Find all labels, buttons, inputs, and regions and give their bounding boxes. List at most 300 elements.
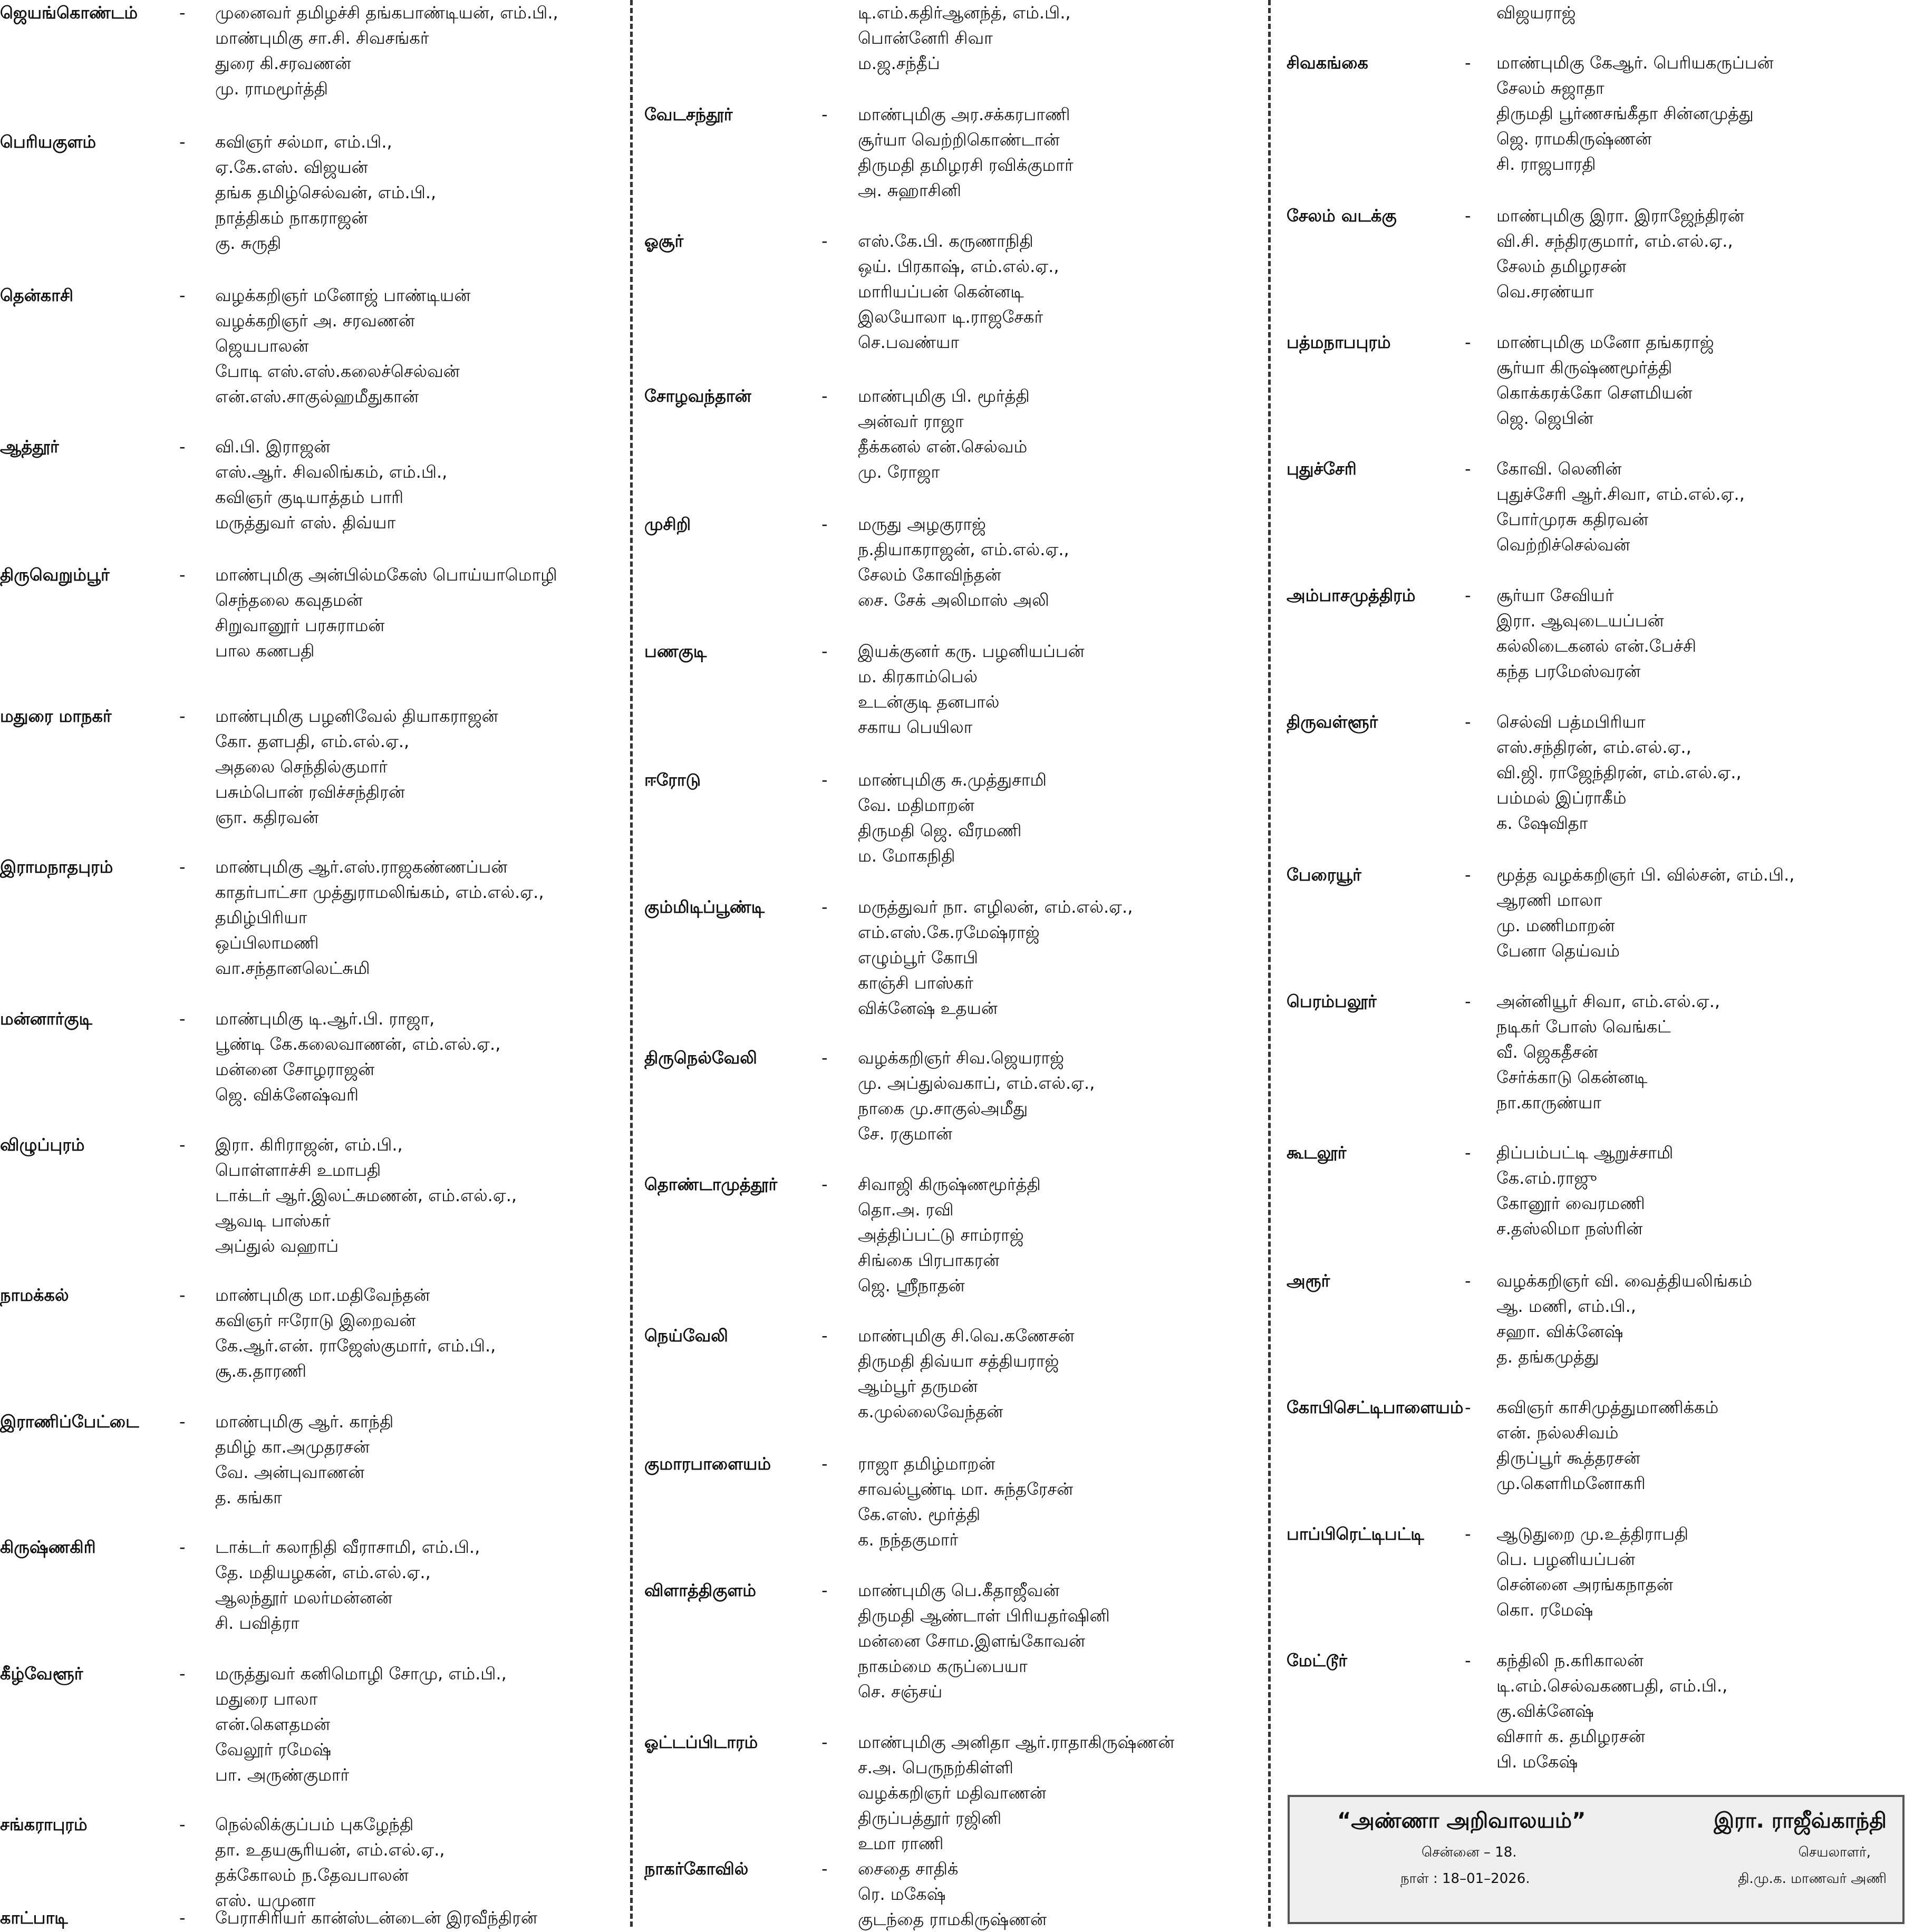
constituency-name: புதுச்சேரி [1287,459,1357,479]
separator-dash: - [1465,1143,1471,1163]
separator-dash: - [1465,206,1471,226]
member-name: திருமதி ஆண்டாள் பிரியதர்ஷினி [858,1606,1110,1626]
member-list [858,0,1071,76]
member-name: பசும்பொன் ரவிச்சந்திரன் [215,782,405,802]
member-name: ஆவடி பாஸ்கர் [215,1211,331,1231]
constituency-name: ஈரோடு [644,770,701,790]
separator-dash: - [1465,1650,1471,1670]
office-city: சென்னை – 18. [1422,1844,1517,1860]
constituency-name: நெய்வேலி [644,1326,728,1346]
separator-dash: - [1465,53,1471,73]
constituency-name: அம்பாசமுத்திரம் [1287,585,1416,605]
member-name: சி. ராஜபாரதி [1496,154,1596,174]
member-name: துரை கி.சரவணன் [215,53,351,73]
member-name: திப்பம்பட்டி ஆறுச்சாமி [1496,1143,1674,1163]
member-name: என். நல்லசிவம் [1496,1423,1619,1443]
member-list [1496,1395,1718,1496]
member-name: ஆரணி மாலா [1496,890,1602,910]
member-name: சைதை சாதிக் [858,1859,959,1879]
member-name: உடன்குடி தனபால் [858,692,1000,712]
member-list [858,1451,1073,1552]
member-name: மாண்புமிகு பி. மூர்த்தி [858,386,1030,406]
member-name: செந்தலை கவுதமன் [215,590,363,610]
member-list [858,894,1133,1021]
member-name: திருமதி திவ்யா சத்தியராஜ் [858,1351,1059,1371]
constituency-name: குமாரபாளையம் [644,1454,771,1474]
constituency-name: கூடலூர் [1287,1143,1347,1163]
member-name: ஒய். பிரகாஷ், எம்.எல்.ஏ., [858,256,1059,276]
member-list [215,0,558,101]
member-name: புதுச்சேரி ஆர்.சிவா, எம்.எல்.ஏ., [1496,484,1745,504]
member-name: ந.தியாகராஜன், எம்.எல்.ஏ., [858,539,1069,559]
member-name: சூ.க.தாரணி [215,1361,307,1381]
constituency-name: காட்பாடி [0,1908,68,1928]
constituency-name: சோழவந்தான் [644,386,751,406]
member-name: த. தங்கமுத்து [1496,1347,1599,1367]
constituency-name: முசிறி [644,514,691,534]
separator-dash: - [821,1048,828,1068]
separator-dash: - [1465,332,1471,352]
member-name: வழக்கறிஞர் அ. சரவணன் [215,311,415,331]
member-name: வழக்கறிஞர் வி. வைத்தியலிங்கம் [1496,1271,1753,1291]
member-name: கு.விக்னேஷ் [1496,1701,1594,1721]
member-name: போடி எஸ்.எஸ்.கலைச்செல்வன் [215,361,460,381]
member-name: மருது அழகுராஜ் [858,514,986,534]
member-name: எம்.எஸ்.கே.ரமேஷ்ராஜ் [858,922,1040,942]
separator-dash: - [1465,459,1471,479]
member-list [1496,50,1774,177]
member-name: விக்னேஷ் உதயன் [858,998,998,1018]
member-list [215,1534,480,1636]
member-name: ஜெ. ராமகிருஷ்ணன் [1496,129,1652,149]
member-name: மாண்புமிகு அர.சக்கரபாணி [858,104,1070,124]
member-name: சேலம் தமிழரசன் [1496,256,1627,276]
member-name: சேலம் சுஜாதா [1496,78,1604,98]
member-name: பா. அருண்குமார் [215,1765,350,1785]
constituency-name: கும்மிடிப்பூண்டி [644,897,765,917]
member-name: திருமதி தமிழரசி ரவிக்குமார் [858,155,1074,175]
member-name: மன்னை சோழராஜன் [215,1059,375,1079]
member-list [1496,1648,1727,1774]
member-name: கந்திலி ந.கரிகாலன் [1496,1650,1644,1670]
member-name: குடந்தை ராமகிருஷ்ணன் [858,1909,1047,1929]
member-name: தீக்கனல் என்.செல்வம் [858,437,1028,457]
member-name: மாண்புமிகு அன்பில்மகேஸ் பொய்யாமொழி [215,565,557,585]
member-name: மு. மணிமாறன் [1496,915,1615,935]
member-name: பொன்னேரி சிவா [858,28,993,48]
separator-dash: - [179,1412,186,1432]
member-name: ஆடுதுறை மு.உத்திராபதி [1496,1524,1689,1544]
member-name: திருப்பத்தூர் ரஜினி [858,1808,1002,1828]
member-list [858,511,1069,613]
constituency-name: பணகுடி [644,641,707,661]
member-name: ஆம்பூர் தருமன் [858,1376,978,1396]
member-name: மாண்புமிகு ஆர். காந்தி [215,1412,394,1432]
member-name: மு. அப்துல்வகாப், எம்.எல்.ஏ., [858,1073,1095,1093]
member-name: வி.பி. இராஜன் [215,437,331,457]
member-list [858,383,1030,485]
member-list [858,1045,1095,1146]
member-name: உமா ராணி [858,1833,944,1853]
member-name: செ. சஞ்சய் [858,1682,943,1702]
member-name: சிங்கை பிரபாகரன் [858,1250,1000,1270]
member-name: மாண்புமிகு சி.வெ.கணேசன் [858,1326,1075,1346]
constituency-name: பாப்பிரெட்டிபட்டி [1287,1524,1424,1544]
member-list [858,1856,1047,1932]
constituency-name: கீழ்வேளூர் [0,1664,83,1684]
member-name: நெல்லிக்குப்பம் புகழேந்தி [215,1814,414,1834]
member-name: பேராசிரியர் கான்ஸ்டன்டைன் இரவீந்திரன் [215,1908,537,1928]
separator-dash: - [821,897,828,917]
member-list [215,703,498,830]
member-name: ரெ. மகேஷ் [858,1884,946,1904]
member-name: வா.சந்தானலெட்சுமி [215,958,370,978]
member-list [1496,583,1696,684]
member-name: மு. ராமமூர்த்தி [215,79,328,99]
separator-dash: - [179,1664,186,1684]
member-name: மருத்துவர் எஸ். திவ்யா [215,513,396,533]
member-list [215,434,447,535]
separator-dash: - [821,1580,828,1600]
member-name: கொ. ரமேஷ் [1496,1600,1593,1620]
member-name: க.முல்லைவேந்தன் [858,1402,1003,1422]
member-name: ம.ஜ.சந்தீப் [858,53,940,73]
member-name: மாண்புமிகு டி.ஆர்.பி. ராஜா, [215,1009,435,1029]
member-list [1496,203,1744,304]
member-name: வீ. ஜெகதீசன் [1496,1042,1598,1062]
member-name: முனைவர் தமிழச்சி தங்கபாண்டியன், எம்.பி., [215,3,558,23]
member-list [858,1730,1174,1856]
constituency-name: அரூர் [1287,1271,1330,1291]
member-name: நாத்திகம் நாகராஜன் [215,208,368,228]
member-name: வெ.சரண்யா [1496,282,1594,302]
member-list [215,1132,517,1259]
member-name: திருப்பூர் கூத்தரசன் [1496,1448,1640,1468]
member-name: எஸ்.ஆர். சிவலிங்கம், எம்.பி., [215,462,448,482]
member-name: அ. சுஹாசினி [858,180,962,200]
member-name: ஜெ. ஜெபின் [1496,408,1593,428]
member-list [1496,709,1742,836]
member-name: சாவல்பூண்டி மா. சுந்தரேசன் [858,1479,1074,1499]
member-name: மாண்புமிகு இரா. இராஜேந்திரன் [1496,206,1744,226]
member-name: தமிழ்பிரியா [215,907,307,928]
column-divider [1268,0,1271,1927]
member-name: பேனா தெய்வம் [1496,941,1620,961]
member-list [215,1812,445,1913]
constituency-name: மன்னார்குடி [0,1009,92,1029]
constituency-name: இராமநாதபுரம் [0,857,113,877]
member-name: தமிழ் கா.அமுதரசன் [215,1437,370,1457]
member-name: டி.எம்.கதிர்ஆனந்த், எம்.பி., [858,3,1071,23]
member-name: பெ. பழனியப்பன் [1496,1549,1635,1569]
member-name: மாரியப்பன் கென்னடி [858,282,1024,302]
member-name: பால கணபதி [215,641,315,661]
separator-dash: - [821,641,828,661]
member-name: சூர்யா சேவியர் [1496,585,1614,605]
member-list [858,767,1047,868]
separator-dash: - [1465,865,1471,885]
member-name: கல்லிடைகனல் என்.பேச்சி [1496,636,1697,656]
member-name: வி.சி. சந்திரகுமார், எம்.எல்.ஏ., [1496,231,1733,251]
member-name: விசார் க. தமிழரசன் [1496,1726,1645,1746]
separator-dash: - [1465,1524,1471,1544]
separator-dash: - [821,1732,828,1752]
member-name: கவிஞர் காசிமுத்துமாணிக்கம் [1496,1397,1719,1417]
constituency-name: திருநெல்வேலி [644,1048,757,1068]
member-name: பி. மகேஷ் [1496,1752,1578,1772]
constituency-name: மேட்டூர் [1287,1650,1347,1670]
separator-dash: - [1465,1271,1471,1291]
member-name: திருமதி ஜெ. வீரமணி [858,820,1022,841]
separator-dash: - [821,514,828,534]
member-name: கோவி. லெனின் [1496,459,1622,479]
member-name: கே.ஆர்.என். ராஜேஸ்குமார், எம்.பி., [215,1336,496,1356]
member-name: வேலூர் ரமேஷ் [215,1740,332,1760]
separator-dash: - [1465,991,1471,1011]
constituency-name: சேலம் வடக்கு [1287,206,1397,226]
separator-dash: - [821,1454,828,1474]
separator-dash: - [821,1859,828,1879]
member-name: தொ.அ. ரவி [858,1200,954,1220]
member-name: வழக்கறிஞர் மனோஜ் பாண்டியன் [215,285,471,305]
member-name: சென்னை அரங்கநாதன் [1496,1574,1673,1595]
member-name: சை. சேக் அலிமாஸ் அலி [858,590,1049,610]
member-name: எழும்பூர் கோபி [858,948,978,968]
member-name: ம. கிரகாம்பெல் [858,666,978,687]
separator-dash: - [179,132,186,152]
member-name: மன்னை சோம.இளங்கோவன் [858,1631,1085,1651]
member-name: அத்திப்பட்டு சாம்ராஜ் [858,1225,1024,1245]
separator-dash: - [179,1285,186,1305]
member-name: வி.ஜி. ராஜேந்திரன், எம்.எல்.ஏ., [1496,762,1742,783]
member-name: ச.அ. பெருநற்கிள்ளி [858,1757,1013,1778]
member-list [215,854,544,981]
member-name: இரா. ஆவுடையப்பன் [1496,611,1664,631]
member-list [215,283,470,409]
member-name: கு. சுருதி [215,233,282,253]
member-name: ஜெ. விக்னேஷ்வரி [215,1085,359,1105]
member-list [1496,1268,1752,1369]
member-name: தே. மதியழகன், எம்.எல்.ஏ., [215,1562,431,1582]
member-name: மருத்துவர் கனிமொழி சோமு, எம்.பி., [215,1664,507,1684]
member-name: மாண்புமிகு மனோ தங்கராஜ் [1496,332,1714,352]
separator-dash: - [179,1135,186,1155]
separator-dash: - [179,706,186,726]
constituency-name: கோபிசெட்டிபாளையம் [1287,1397,1464,1417]
member-list [858,228,1059,355]
separator-dash: - [179,565,186,585]
member-name: மூத்த வழக்கறிஞர் பி. வில்சன், எம்.பி., [1496,865,1795,885]
separator-dash: - [179,857,186,877]
member-list [858,102,1074,203]
member-name: மாண்புமிகு கேஆர். பெரியகருப்பன் [1496,53,1774,73]
member-list [858,639,1085,740]
constituency-name: இராணிப்பேட்டை [0,1412,139,1432]
member-name: நாகை மு.சாகுல்அமீது [858,1098,1028,1118]
member-name: டாக்டர் ஆர்.இலட்சுமணன், எம்.எல்.ஏ., [215,1185,517,1205]
member-name: வே. அன்புவாணன் [215,1462,365,1482]
member-name: நடிகர் போஸ் வெங்கட் [1496,1017,1671,1037]
member-name: மாண்புமிகு சு.முத்துசாமி [858,770,1047,790]
member-name: கொக்கரக்கோ சௌமியன் [1496,383,1693,403]
member-name: ஏ.கே.எஸ். விஜயன் [215,157,368,177]
signatory-wing: தி.மு.க. மாணவர் அணி [1738,1871,1887,1887]
member-list [1496,330,1714,431]
member-name: விஜயராஜ் [1496,3,1576,23]
constituency-name: ஜெயங்கொண்டம் [0,3,138,23]
member-name: நாகம்மை கருப்பையா [858,1656,1028,1676]
member-name: காஞ்சி பாஸ்கர் [858,973,973,993]
member-name: மாண்புமிகு சா.சி. சிவசங்கர் [215,28,429,48]
constituency-name: வேடசந்தூர் [644,104,733,124]
constituency-name: திருவெறும்பூர் [0,565,110,585]
member-name: வழக்கறிஞர் சிவ.ஜெயராஜ் [858,1048,1064,1068]
member-list [1496,989,1720,1115]
member-name: எஸ்.கே.பி. கருணாநிதி [858,231,1033,251]
member-name: மாண்புமிகு ஆர்.எஸ்.ராஜகண்ணப்பன் [215,857,508,877]
constituency-name: நாகர்கோவில் [644,1859,749,1879]
member-name: ஆலந்தூர் மலர்மன்னன் [215,1588,393,1608]
member-name: சே. ரகுமான் [858,1124,953,1144]
member-name: தங்க தமிழ்செல்வன், எம்.பி., [215,182,437,202]
member-list [858,1578,1110,1704]
constituency-name: பேரையூர் [1287,865,1361,885]
separator-dash: - [1465,1397,1471,1417]
member-name: திருமதி பூர்ணசங்கீதா சின்னமுத்து [1496,103,1754,123]
member-name: கே.எஸ். மூர்த்தி [858,1504,981,1524]
member-name: கோனூர் வைரமணி [1496,1193,1645,1213]
member-name: கந்த பரமேஸ்வரன் [1496,661,1641,681]
constituency-name: பெரியகுளம் [0,132,96,152]
separator-dash: - [1465,712,1471,732]
member-name: ராஜா தமிழ்மாறன் [858,1454,995,1474]
member-name: பூண்டி கே.கலைவாணன், எம்.எல்.ஏ., [215,1034,501,1054]
column-divider [630,0,633,1927]
signatory-role: செயலாளர், [1798,1844,1871,1860]
member-name: ஆ. மணி, எம்.பி., [1496,1296,1636,1316]
member-name: எஸ்.சந்திரன், எம்.எல்.ஏ., [1496,737,1691,757]
constituency-name: தொண்டாமுத்தூர் [644,1174,778,1194]
separator-dash: - [179,1009,186,1029]
member-name: கவிஞர் ஈரோடு இறைவன் [215,1310,416,1330]
member-list [1496,862,1794,963]
member-name: த. கங்கா [215,1487,282,1508]
signature-box [1288,1795,1905,1924]
constituency-name: கிருஷ்ணகிரி [0,1537,96,1557]
separator-dash: - [821,231,828,251]
member-name: இலயோலா டி.ராஜசேகர் [858,307,1043,327]
separator-dash: - [821,770,828,790]
separator-dash: - [179,437,186,457]
member-list [215,1282,496,1384]
member-list [1496,1521,1688,1622]
member-name: மருத்துவர் நா. எழிலன், எம்.எல்.ஏ., [858,897,1133,917]
member-name: போர்முரசு கதிரவன் [1496,509,1648,529]
constituency-name: விழுப்புரம் [0,1135,85,1155]
member-name: அப்துல் வஹாப் [215,1236,339,1256]
member-name: சேலம் கோவிந்தன் [858,565,1001,585]
member-name: மாண்புமிகு அனிதா ஆர்.ராதாகிருஷ்ணன் [858,1732,1175,1752]
member-name: க. ஷேவிதா [1496,813,1588,833]
member-name: என்.எஸ்.சாகுல்ஹமீதுகான் [215,387,419,407]
member-name: காதர்பாட்சா முத்துராமலிங்கம், எம்.எல்.ஏ., [215,882,544,902]
member-name: சி. பவித்ரா [215,1613,299,1633]
constituency-name: பெரம்பலூர் [1287,991,1377,1011]
member-name: அன்வர் ராஜா [858,411,964,431]
member-name: மாண்புமிகு மா.மதிவேந்தன் [215,1285,430,1305]
member-list [858,1323,1075,1424]
member-name: டி.எம்.செல்வகணபதி, எம்.பி., [1496,1676,1728,1696]
separator-dash: - [821,386,828,406]
member-name: மாண்புமிகு பெ.கீதாஜீவன் [858,1580,1060,1600]
constituency-name: தென்காசி [0,285,74,305]
member-list [215,1006,500,1107]
member-list [215,562,557,663]
member-list [215,1409,393,1510]
office-title: “அண்ணா அறிவாலயம்” [1337,1809,1586,1833]
member-name: ச.தஸ்லிமா நஸ்ரின் [1496,1219,1643,1239]
member-name: சிவாஜி கிருஷ்ணமூர்த்தி [858,1174,1041,1194]
separator-dash: - [1465,585,1471,605]
member-name: கவிஞர் சல்மா, எம்.பி., [215,132,392,152]
separator-dash: - [179,1537,186,1557]
member-name: வெற்றிச்செல்வன் [1496,535,1630,555]
member-name: சகாய பெயிலா [858,717,973,737]
member-name: ஒப்பிலாமணி [215,933,319,953]
constituency-name: மதுரை மாநகர் [0,706,112,726]
member-list [215,1661,507,1788]
signatory-name: இரா. ராஜீவ்காந்தி [1714,1809,1887,1833]
constituency-name: நாமக்கல் [0,1285,69,1305]
member-list [1496,0,1575,25]
member-name: சூர்யா கிருஷ்ணமூர்த்தி [1496,358,1673,378]
member-name: செ.பவண்யா [858,332,960,352]
member-name: சிறுவானூர் பரசுராமன் [215,615,385,635]
member-name: இயக்குனர் கரு. பழனியப்பன் [858,641,1085,661]
constituency-name: ஓட்டப்பிடாரம் [644,1732,758,1752]
member-name: கே.எம்.ராஜு [1496,1168,1597,1188]
issue-date: நாள் : 18–01–2026. [1400,1871,1530,1887]
member-list [1496,456,1745,557]
separator-dash: - [821,1326,828,1346]
constituency-name: சங்கராபுரம் [0,1814,88,1834]
separator-dash: - [179,1908,186,1928]
member-name: ம. மோகநிதி [858,846,955,866]
member-name: தா. உதயசூரியன், எம்.எல்.ஏ., [215,1840,445,1860]
member-name: அன்னியூர் சிவா, எம்.எல்.ஏ., [1496,991,1720,1011]
member-name: மதுரை பாலா [215,1689,318,1709]
separator-dash: - [179,1814,186,1834]
member-name: கோ. தளபதி, எம்.எல்.ஏ., [215,731,410,751]
constituency-name: சிவகங்கை [1287,53,1368,73]
member-name: க. நந்தகுமார் [858,1530,959,1550]
member-name: அதலை செந்தில்குமார் [215,757,388,777]
constituency-name: திருவள்ளூர் [1287,712,1378,732]
member-name: ஞா. கதிரவன் [215,807,319,827]
member-name: ஜெ. ஸ்ரீநாதன் [858,1276,965,1296]
separator-dash: - [821,104,828,124]
member-name: மாண்புமிகு பழனிவேல் தியாகராஜன் [215,706,498,726]
member-list [1496,1140,1673,1241]
member-name: வழக்கறிஞர் மதிவாணன் [858,1783,1047,1803]
constituency-name: ஆத்தூர் [0,437,59,457]
member-name: பொள்ளாச்சி உமாபதி [215,1160,381,1180]
member-name: மு.கௌரிமனோகரி [1496,1473,1646,1493]
separator-dash: - [821,1174,828,1194]
constituency-name: விளாத்திகுளம் [644,1580,756,1600]
member-name: பம்மல் இப்ராகீம் [1496,788,1627,808]
member-list [858,1172,1041,1298]
